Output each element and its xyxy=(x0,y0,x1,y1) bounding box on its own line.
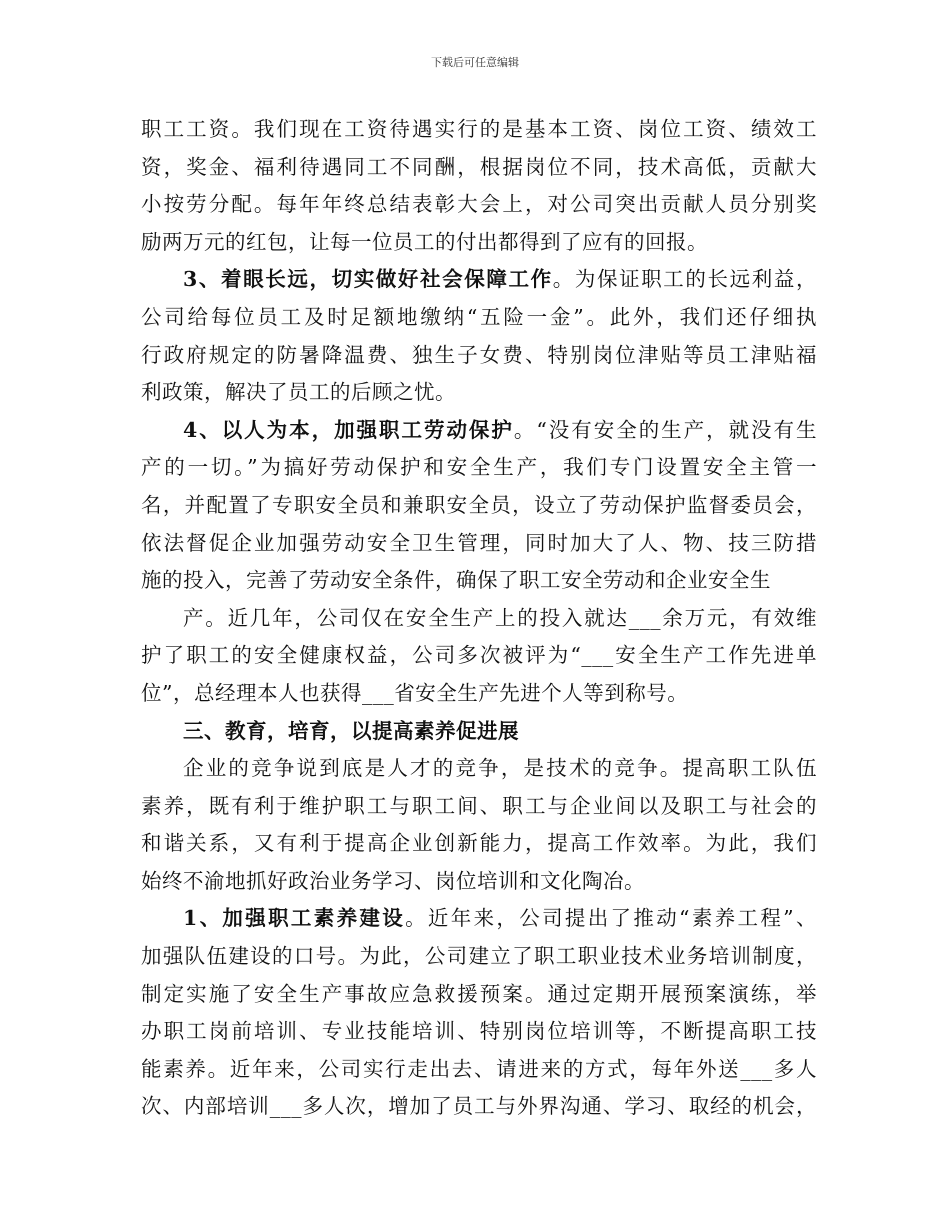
text-line xyxy=(141,1088,817,1126)
text-line xyxy=(141,449,817,487)
line-text: 素养，既有利于维护职工与职工间、职工与企业间以及职工与社会的 xyxy=(141,793,817,818)
line-text: 位”，总经理本人也获得___省安全生产先进个人等到称号。 xyxy=(141,680,689,705)
line-text: 制定实施了安全生产事故应急救援预案。通过定期开展预案演练，举 xyxy=(141,981,817,1006)
text-line xyxy=(141,750,817,788)
line-text: 职工工资。我们现在工资待遇实行的是基本工资、岗位工资、绩效工 xyxy=(141,117,817,141)
text-line xyxy=(141,713,817,751)
text-line xyxy=(141,675,817,713)
line-text: 加强队伍建设的口号。为此，公司建立了职工职业技术业务培训制度， xyxy=(141,944,817,969)
line-text: 施的投入，完善了劳动安全条件，确保了职工安全劳动和企业安全生 xyxy=(141,568,771,593)
line-text: 和谐关系，又有利于提高企业创新能力，提高工作效率。为此，我们 xyxy=(141,831,817,856)
bold-heading: 1、加强职工素养建设 xyxy=(183,906,406,931)
text-line xyxy=(141,863,817,901)
text-line xyxy=(141,825,817,863)
line-text: 能素养。近年来，公司实行走出去、请进来的方式，每年外送___多人 xyxy=(141,1056,817,1081)
text-line xyxy=(141,224,817,262)
line-text: 企业的竞争说到底是人才的竞争，是技术的竞争。提高职工队伍 xyxy=(183,756,817,781)
text-line xyxy=(141,1013,817,1051)
document-body xyxy=(141,111,817,1126)
line-text: 办职工岗前培训、专业技能培训、特别岗位培训等，不断提高职工技 xyxy=(141,1019,817,1044)
line-text: 。“没有安全的生产，就没有生 xyxy=(513,417,818,442)
text-line xyxy=(141,412,817,450)
text-line xyxy=(141,299,817,337)
bold-heading: 3、着眼长远，切实做好社会保障工作 xyxy=(183,267,553,292)
text-line xyxy=(141,525,817,563)
text-line xyxy=(141,337,817,375)
text-line xyxy=(141,600,817,638)
line-text: 产的一切。”为搞好劳动保护和安全生产，我们专门设置安全主管一 xyxy=(141,455,817,480)
text-line xyxy=(141,976,817,1014)
text-line xyxy=(141,111,817,149)
line-text: 次、内部培训___多人次，增加了员工与外界沟通、学习、取经的机会， xyxy=(141,1094,817,1119)
line-text: 小按劳分配。每年年终总结表彰大会上，对公司突出贡献人员分别奖 xyxy=(141,192,817,217)
line-text: 名，并配置了专职安全员和兼职安全员，设立了劳动保护监督委员会， xyxy=(141,492,817,517)
text-line xyxy=(141,487,817,525)
line-text: 行政府规定的防暑降温费、独生子女费、特别岗位津贴等员工津贴福 xyxy=(141,342,817,367)
text-line xyxy=(141,374,817,412)
line-text: 始终不渝地抓好政治业务学习、岗位培训和文化陶冶。 xyxy=(141,868,645,893)
text-line xyxy=(141,938,817,976)
bold-heading: 三、教育，培育，以提高素养促进展 xyxy=(183,718,519,743)
bold-heading: 4、以人为本，加强职工劳动保护 xyxy=(183,417,514,442)
text-line xyxy=(141,261,817,299)
text-line xyxy=(141,788,817,826)
text-line xyxy=(141,149,817,187)
line-text: 产。近几年，公司仅在安全生产上的投入就达___余万元，有效维 xyxy=(183,605,817,630)
line-text: 依法督促企业加强劳动安全卫生管理，同时加大了人、物、技三防措 xyxy=(141,530,817,555)
line-text: 利政策，解决了员工的后顾之忧。 xyxy=(141,380,456,405)
line-text: 励两万元的红包，让每一位员工的付出都得到了应有的回报。 xyxy=(141,229,708,254)
line-text: 护了职工的安全健康权益，公司多次被评为“___安全生产工作先进单 xyxy=(141,643,817,668)
text-line xyxy=(141,900,817,938)
text-line xyxy=(141,1051,817,1089)
text-line xyxy=(141,562,817,600)
line-text: 资，奖金、福利待遇同工不同酬，根据岗位不同，技术高低，贡献大 xyxy=(141,154,817,179)
page-header-note: 下载后可任意编辑 xyxy=(431,56,519,69)
line-text: 。近年来，公司提出了推动“素养工程”、 xyxy=(405,906,817,931)
line-text: 公司给每位员工及时足额地缴纳“五险一金”。此外，我们还仔细执 xyxy=(141,304,817,329)
text-line xyxy=(141,186,817,224)
text-line xyxy=(141,637,817,675)
line-text: 。为保证职工的长远利益， xyxy=(552,267,818,292)
